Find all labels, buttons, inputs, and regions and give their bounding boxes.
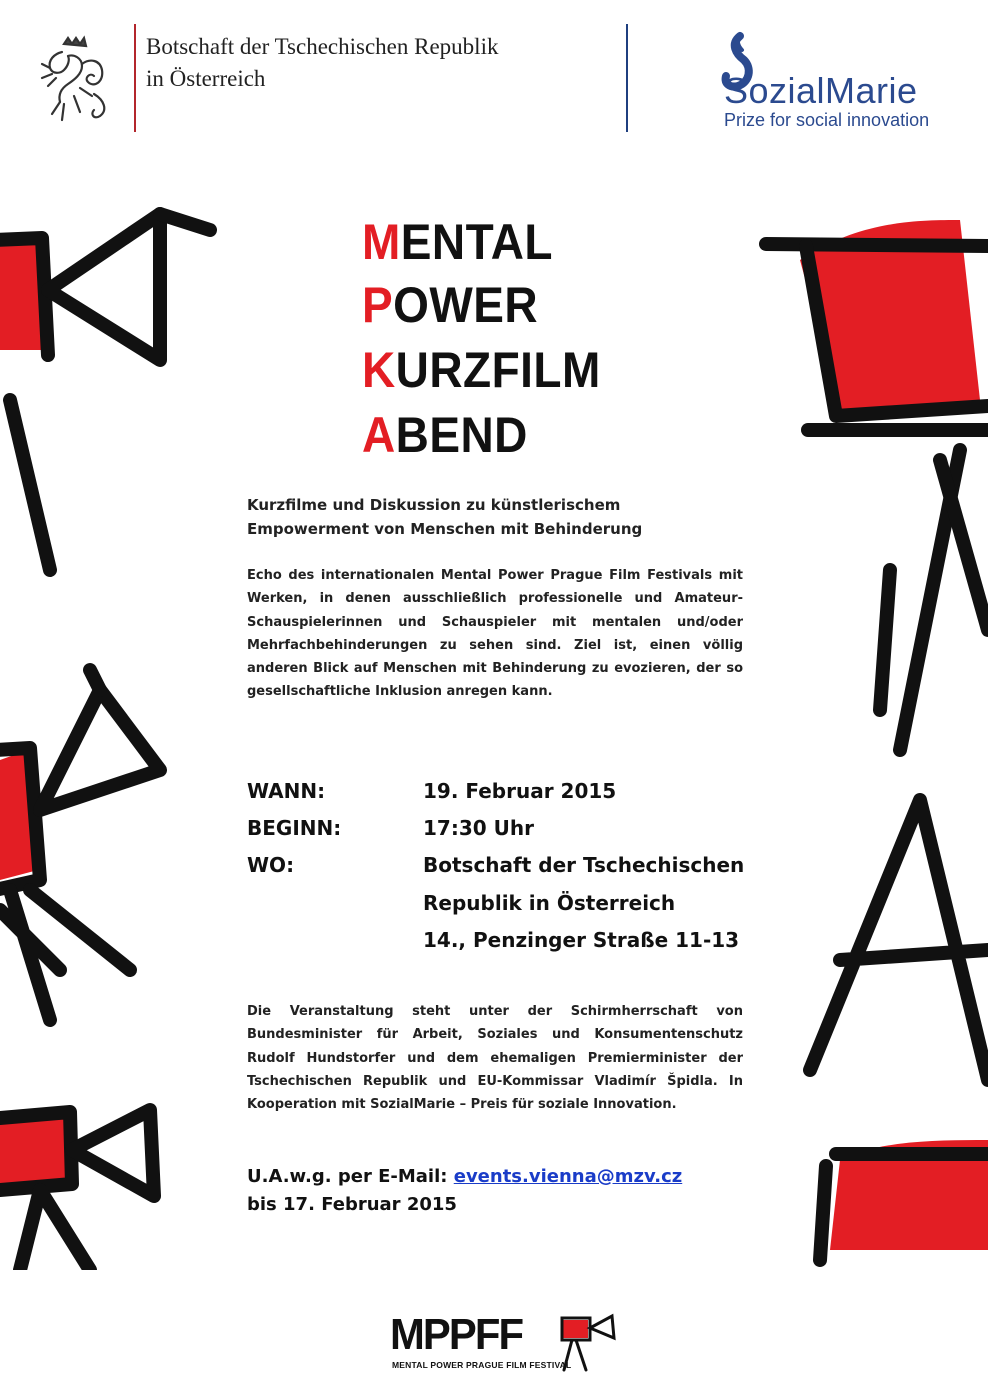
when-label: WANN: — [247, 779, 326, 803]
sozialmarie-tagline: Prize for social innovation — [724, 110, 930, 130]
rsvp-deadline: bis 17. Februar 2015 — [247, 1194, 457, 1215]
sozialmarie-logo — [718, 30, 968, 140]
embassy-name-line1: Botschaft der Tschechischen Republik — [146, 34, 499, 59]
mppff-wordmark: MPPFF — [390, 1310, 523, 1359]
start-value: 17:30 Uhr — [423, 816, 534, 840]
patronage-text: Die Veranstaltung steht unter der Schirmherrschaft von Bundesminister für Arbeit, Soziales und Konsumentenschutz Rudolf Hundstorfer und dem ehemaligen Premierminister der Tschechischen Republik und EU-Kommissar Vladimír Špidla. In Kooperation mit SozialMarie – Preis für soziale Innovation. — [247, 1004, 743, 1113]
where-value-line3: 14., Penzinger Straße 11-13 — [423, 928, 740, 952]
title-line-power: POWER — [362, 277, 539, 333]
start-label: BEGINN: — [247, 816, 342, 840]
rsvp-prefix: U.A.w.g. per E-Mail: — [247, 1166, 454, 1187]
embassy-name-line2: in Österreich — [146, 66, 266, 91]
title-line-mental: MENTAL — [362, 214, 554, 270]
event-description: Echo des internationalen Mental Power Prague Film Festivals mit Werken, in denen ausschließlich professionelle und Amateur-Schauspielerinnen und Schauspieler mit mentalen und/oder Mehrfachbehinderungen zu sehen sind. Ziel ist, einen völlig anderen Blick auf Menschen mit Behinderung zu evozieren, der so gesellschaftliche Inklusion anregen kann. — [247, 568, 743, 700]
title-line-abend: ABEND — [362, 407, 528, 463]
where-label: WO: — [247, 853, 295, 877]
event-subtitle: Kurzfilme und Diskussion zu künstlerischem Empowerment von Menschen mit Behinderung — [247, 496, 643, 538]
header-divider-red — [134, 24, 136, 132]
rsvp-email-link[interactable]: events.vienna@mzv.cz — [453, 1166, 683, 1187]
mppff-logo — [390, 1306, 630, 1376]
rsvp-block — [247, 1163, 682, 1219]
czech-lion-crest-icon — [34, 34, 116, 126]
sozialmarie-wordmark: SozialMarie — [724, 70, 918, 111]
header-divider-blue — [626, 24, 628, 132]
where-value-line1: Botschaft der Tschechischen — [423, 853, 745, 877]
title-line-kurzfilm: KURZFILM — [362, 342, 601, 398]
where-value-line2: Republik in Österreich — [423, 891, 676, 915]
rsvp-line — [247, 1163, 682, 1191]
when-value: 19. Februar 2015 — [423, 779, 617, 803]
mppff-subtitle: MENTAL POWER PRAGUE FILM FESTIVAL — [392, 1360, 572, 1370]
